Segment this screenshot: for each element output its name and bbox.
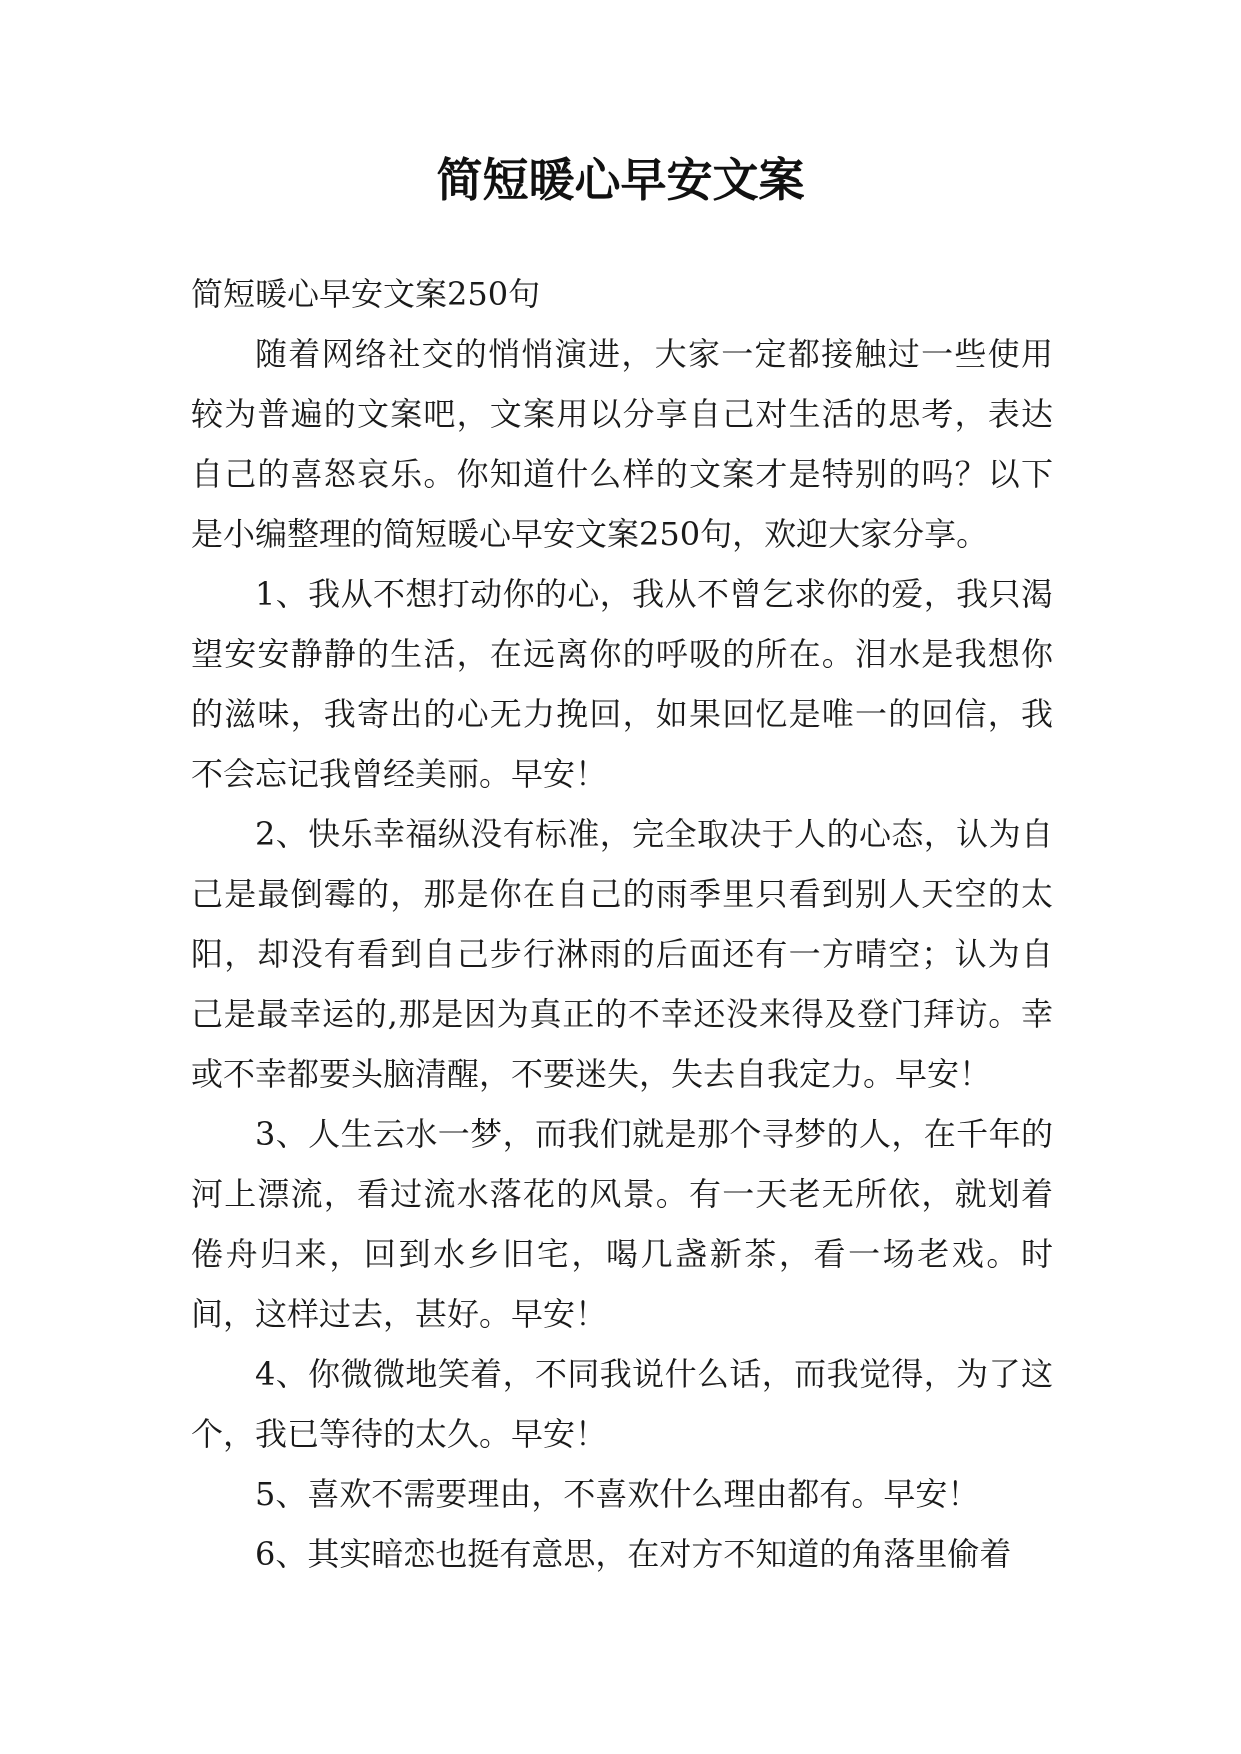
list-item: 3、人生云水一梦，而我们就是那个寻梦的人，在千年的河上漂流，看过流水落花的风景。有一天老无所依，就划着倦舟归来，回到水乡旧宅，喝几盏新茶，看一场老戏。时间，这样过去，甚好。早安！	[191, 1115, 1053, 1333]
list-item: 2、快乐幸福纵没有标准，完全取决于人的心态，认为自己是最倒霉的，那是你在自己的雨季里只看到别人天空的太阳，却没有看到自己步行淋雨的后面还有一方晴空；认为自己是最幸运的,那是因为真正的不幸还没来得及登门拜访。幸或不幸都要头脑清醒，不要迷失，失去自我定力。早安！	[191, 815, 1053, 1093]
list-item: 1、我从不想打动你的心，我从不曾乞求你的爱，我只渴望安安静静的生活，在远离你的呼吸的所在。泪水是我想你的滋味，我寄出的心无力挽回，如果回忆是唯一的回信，我不会忘记我曾经美丽。早安！	[191, 575, 1053, 793]
document-body	[191, 264, 1053, 1584]
list-item: 6、其实暗恋也挺有意思，在对方不知道的角落里偷着	[255, 1535, 1012, 1573]
list-item: 4、你微微地笑着，不同我说什么话，而我觉得，为了这个，我已等待的太久。早安！	[191, 1355, 1053, 1453]
document-subtitle: 简短暖心早安文案250句	[191, 275, 541, 313]
list-item: 5、喜欢不需要理由，不喜欢什么理由都有。早安！	[255, 1475, 980, 1513]
intro-paragraph: 随着网络社交的悄悄演进，大家一定都接触过一些使用较为普遍的文案吧，文案用以分享自己对生活的思考，表达自己的喜怒哀乐。你知道什么样的文案才是特别的吗？以下是小编整理的简短暖心早安文案250句，欢迎大家分享。	[191, 335, 1053, 553]
document-title: 简短暖心早安文案	[436, 153, 805, 207]
